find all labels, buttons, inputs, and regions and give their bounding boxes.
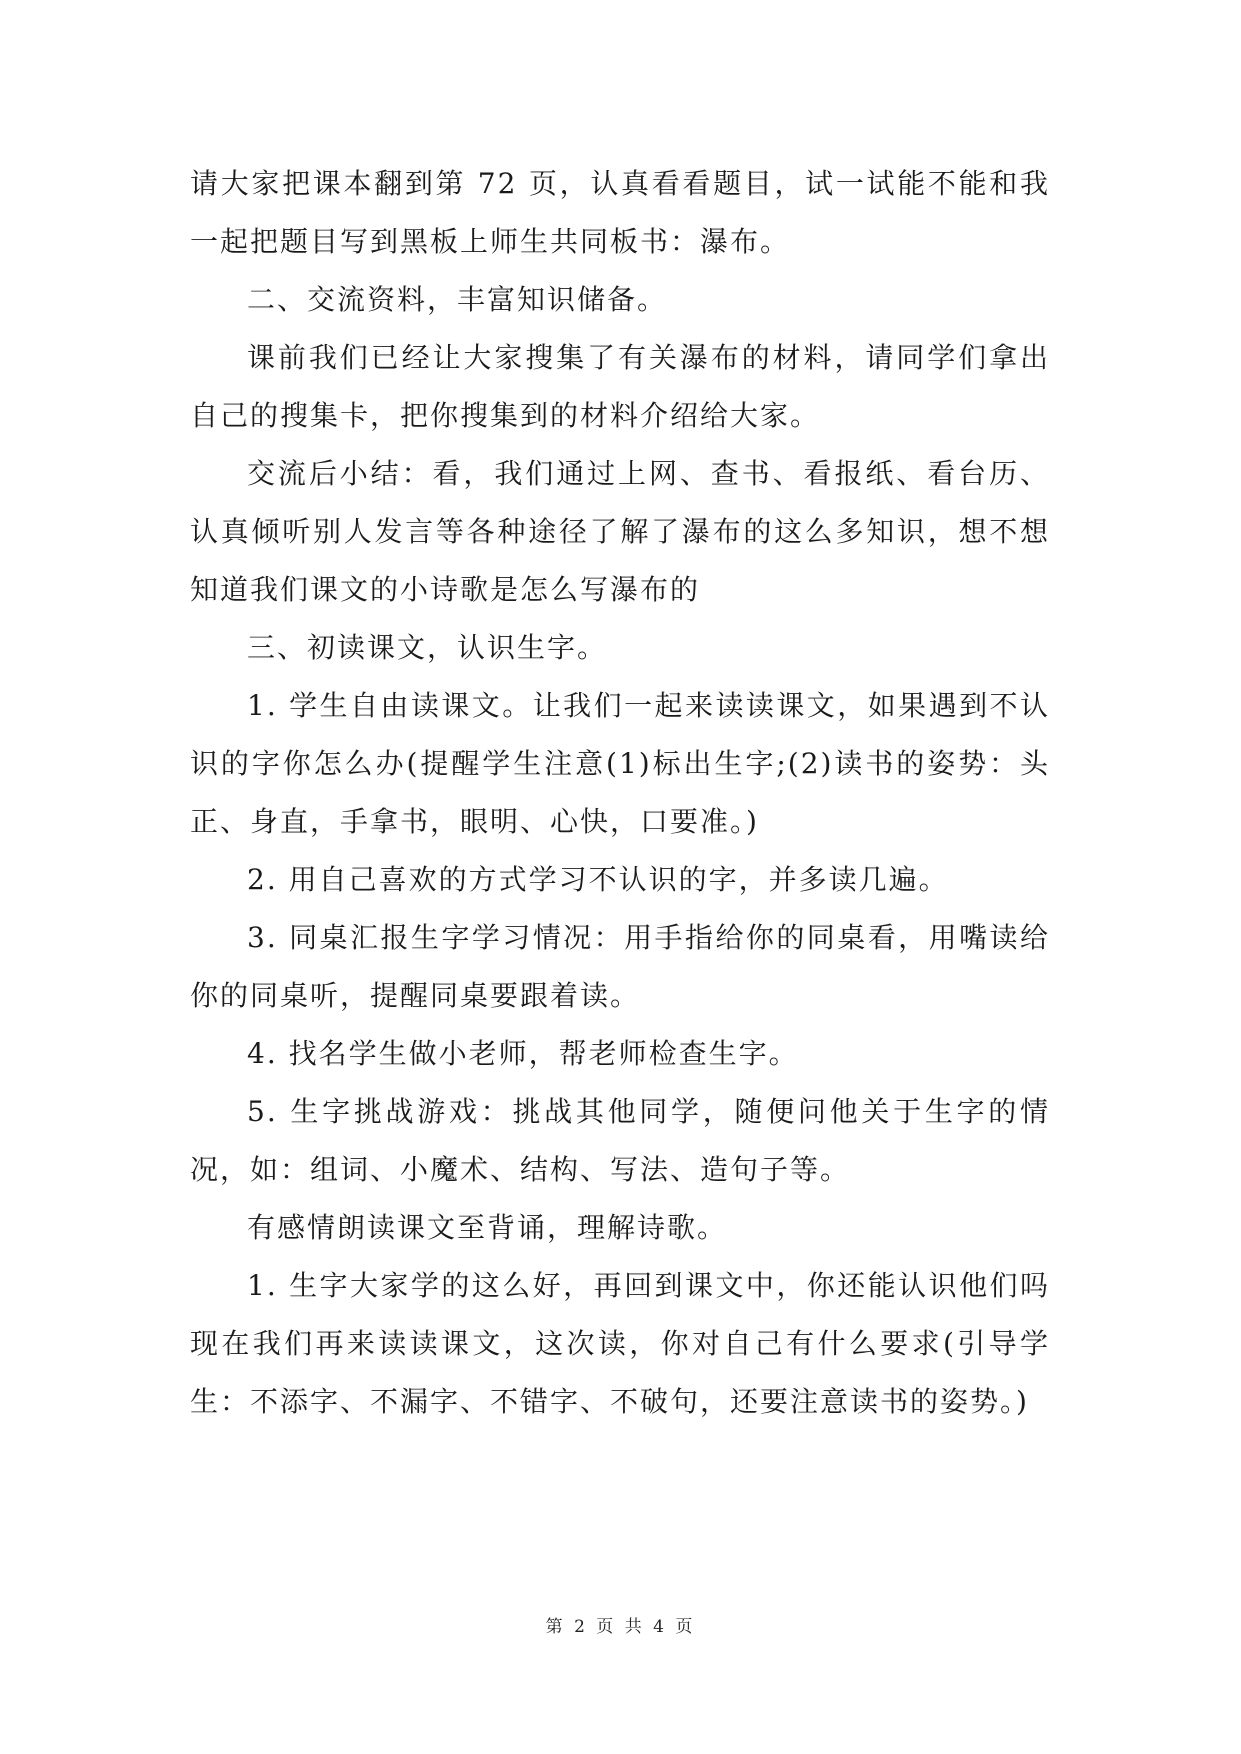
section-heading-3: 三、初读课文，认识生字。 <box>247 631 608 664</box>
section-heading-4: 有感情朗读课文至背诵，理解诗歌。 <box>247 1211 728 1244</box>
paragraph-4: 交流后小结：看，我们通过上网、查书、看报纸、看台历、认真倾听别人发言等各种途径了解了瀑布的这么多知识，想不想知道我们课文的小诗歌是怎么写瀑布的 <box>190 457 1050 606</box>
section-heading-2: 二、交流资料，丰富知识储备。 <box>247 283 668 316</box>
list-item-2: 2. 用自己喜欢的方式学习不认识的字，并多读几遍。 <box>247 863 949 896</box>
list-item-4: 4. 找名学生做小老师，帮老师检查生字。 <box>247 1037 799 1070</box>
list-item-6: 1. 生字大家学的这么好，再回到课文中，你还能认识他们吗现在我们再来读读课文，这次读，你对自己有什么要求(引导学生：不添字、不漏字、不错字、不破句，还要注意读书的姿势。) <box>190 1269 1050 1418</box>
list-item-3: 3. 同桌汇报生字学习情况：用手指给你的同桌看，用嘴读给你的同桌听，提醒同桌要跟着读。 <box>190 921 1050 1012</box>
paragraph-1: 请大家把课本翻到第 72 页，认真看看题目，试一试能不能和我一起把题目写到黑板上师生共同板书：瀑布。 <box>190 167 1050 258</box>
paragraph-3: 课前我们已经让大家搜集了有关瀑布的材料，请同学们拿出自己的搜集卡，把你搜集到的材料介绍给大家。 <box>190 341 1050 432</box>
list-item-5: 5. 生字挑战游戏：挑战其他同学，随便问他关于生字的情况，如：组词、小魔术、结构、写法、造句子等。 <box>190 1095 1050 1186</box>
body-text <box>190 155 1050 1431</box>
list-item-1: 1. 学生自由读课文。让我们一起来读读课文，如果遇到不认识的字你怎么办(提醒学生注意(1)标出生字;(2)读书的姿势：头正、身直，手拿书，眼明、心快，口要准。) <box>190 689 1050 838</box>
page-number-footer: 第 2 页 共 4 页 <box>545 1617 696 1637</box>
